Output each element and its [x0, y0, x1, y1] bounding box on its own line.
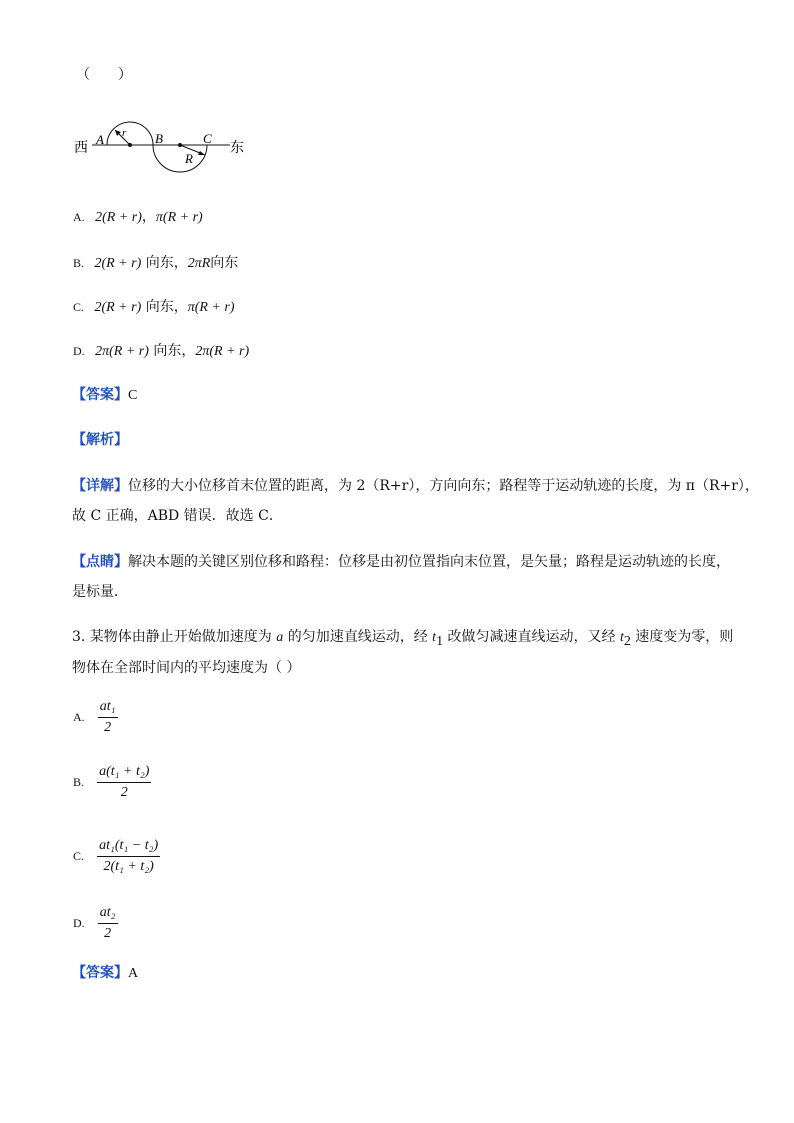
- motion-diagram: [70, 118, 250, 188]
- q3-stem-line1: 3. 某物体由静止开始做加速度为 a 的匀加速直线运动，经 $t_1$ 改做匀减速直线运动，又经 $t_2$ 速度变为零，则: [72, 629, 734, 649]
- q2-option-b[interactable]: B. 2(R + r) 向东，2πR向东: [73, 255, 239, 271]
- q3-answer: 【答案】A: [72, 965, 139, 981]
- q2-option-a[interactable]: A. 2(R + r)，π(R + r): [73, 209, 203, 225]
- r-label: r: [122, 127, 127, 139]
- q2-option-c[interactable]: C. 2(R + r) 向东，π(R + r): [73, 299, 235, 315]
- large-semicircle: [153, 145, 207, 172]
- q2-analysis-label: 【解析】: [72, 432, 128, 448]
- q2-detail-line1: 【详解】位移的大小位移首末位置的距离，为 2（R+r），方向向东；路程等于运动轨迹的长度，为 π（R+r），: [72, 478, 759, 494]
- fraction: $\frac{\text{at₂}}{2}$: [99, 905, 116, 941]
- q3-option-d[interactable]: D. $\frac{\text{at₂}}{2}$: [73, 905, 116, 941]
- q3-option-b[interactable]: B. $\frac{\text{a(t₁ + t₂)}}{2}$: [73, 764, 150, 800]
- question-paren: （ ）: [76, 67, 132, 83]
- point-B-label: B: [155, 131, 163, 146]
- q3-option-a[interactable]: A. $\frac{\text{at₁}}{2}$: [73, 699, 116, 735]
- point-A-label: A: [96, 132, 104, 147]
- small-semicircle: [107, 122, 153, 145]
- R-label: R: [185, 151, 193, 166]
- point-C-label: C: [203, 131, 212, 146]
- east-label: 东: [230, 140, 244, 156]
- radius-R-arrowhead: [198, 151, 205, 155]
- q2-detail-line2: 故 C 正确，ABD 错误．故选 C．: [72, 508, 283, 524]
- q3-option-c[interactable]: C. $\frac{\text{at₁(t₁ − t₂)}}{\text{2(t₁ + t₂)}}$: [73, 838, 159, 874]
- q2-option-d[interactable]: D. 2π(R + r) 向东，2π(R + r): [73, 343, 250, 359]
- fraction: $\frac{\text{at₁(t₁ − t₂)}}{\text{2(t₁ + t₂)}}$: [99, 838, 159, 874]
- q2-tip-line1: 【点睛】解决本题的关键区别位移和路程：位移是由初位置指向末位置，是矢量；路程是运动轨迹的长度，: [72, 554, 730, 570]
- fraction: $\frac{\text{at₁}}{2}$: [99, 699, 116, 735]
- q3-stem-line2: 物体在全部时间内的平均速度为（ ）: [72, 660, 301, 676]
- fraction: $\frac{\text{a(t₁ + t₂)}}{2}$: [99, 764, 150, 800]
- west-label: 西: [74, 140, 88, 156]
- q2-answer: 【答案】C: [72, 387, 138, 403]
- q2-tip-line2: 是标量．: [72, 584, 128, 600]
